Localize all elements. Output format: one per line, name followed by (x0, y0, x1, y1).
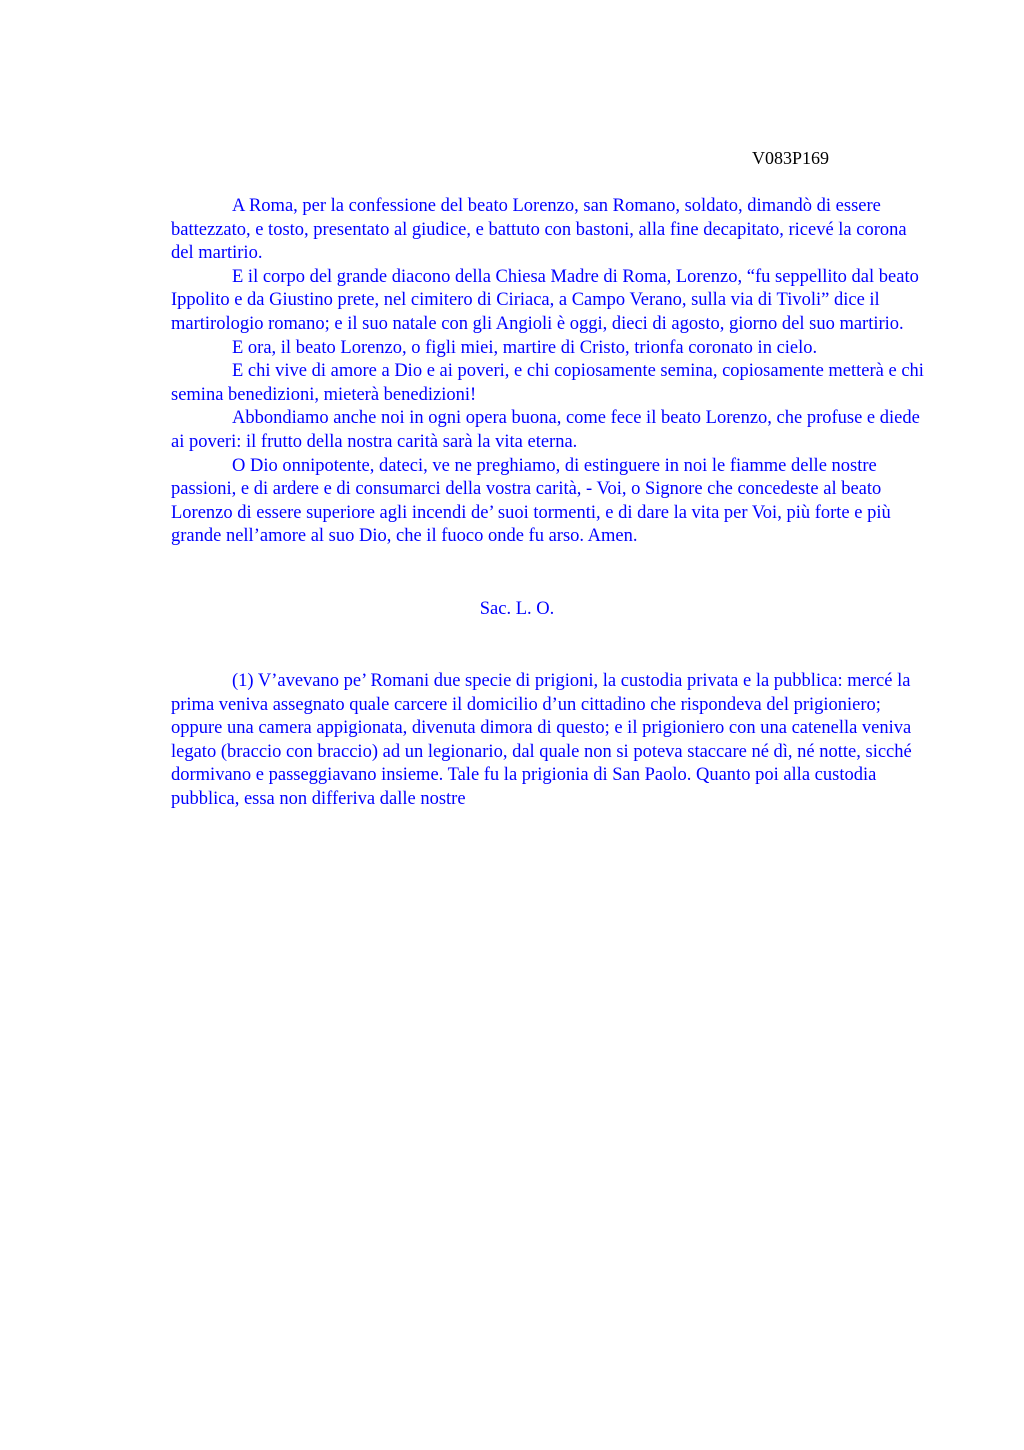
page-identifier: V083P169 (752, 148, 830, 168)
footnote-text: (1) V’avevano pe’ Romani due specie di prigioni, la custodia privata e la pubblica: mercé la prima veniva assegnato quale carcere il domicilio d’un cittadino che rispondeva del prigioniero; oppure una camera appigionata, divenuta dimora di questo; e il prigioniero con una catenella veniva legato (braccio con braccio) ad un legionario, dal quale non si poteva staccare né dì, né notte, sicché dormivano e passeggiavano insieme. Tale fu la prigionia di San Paolo. Quanto poi alla custodia pubblica, essa non differiva dalle nostre (171, 671, 912, 809)
signature: Sac. L. O. (479, 599, 555, 619)
paragraph-1: A Roma, per la confessione del beato Lorenzo, san Romano, soldato, dimandò di essere battezzato, e tosto, presentato al giudice, e battuto con bastoni, alla fine decapitato, ricevé la corona del martirio. (171, 196, 907, 264)
paragraph-2: E il corpo del grande diacono della Chiesa Madre di Roma, Lorenzo, “fu seppellito dal beato Ippolito e da Giustino prete, nel cimitero di Ciriaca, a Campo Verano, sulla via di Tivoli” dice il martirologio romano; e il suo natale con gli Angioli è oggi, dieci di agosto, giorno del suo martirio. (171, 266, 919, 334)
footnote (171, 670, 931, 812)
paragraph-6: O Dio onnipotente, dateci, ve ne preghiamo, di estinguere in noi le fiamme delle nostre passioni, e di ardere e di consumarci della vostra carità, - Voi, o Signore che concedeste al beato Lorenzo di essere superiore agli incendi de’ suoi tormenti, e di dare la vita per Voi, più forte e più grande nell’amore al suo Dio, che il fuoco onde fu arso. Amen. (171, 455, 891, 547)
paragraph-3: E ora, il beato Lorenzo, o figli miei, martire di Cristo, trionfa coronato in cielo. (232, 337, 818, 358)
paragraph-5: Abbondiamo anche noi in ogni opera buona, come fece il beato Lorenzo, che profuse e diede ai poveri: il frutto della nostra carità sarà la vita eterna. (171, 408, 920, 452)
main-text (171, 195, 931, 549)
paragraph-4: E chi vive di amore a Dio e ai poveri, e chi copiosamente semina, copiosamente metterà e chi semina benedizioni, mieterà benedizioni! (171, 361, 924, 405)
